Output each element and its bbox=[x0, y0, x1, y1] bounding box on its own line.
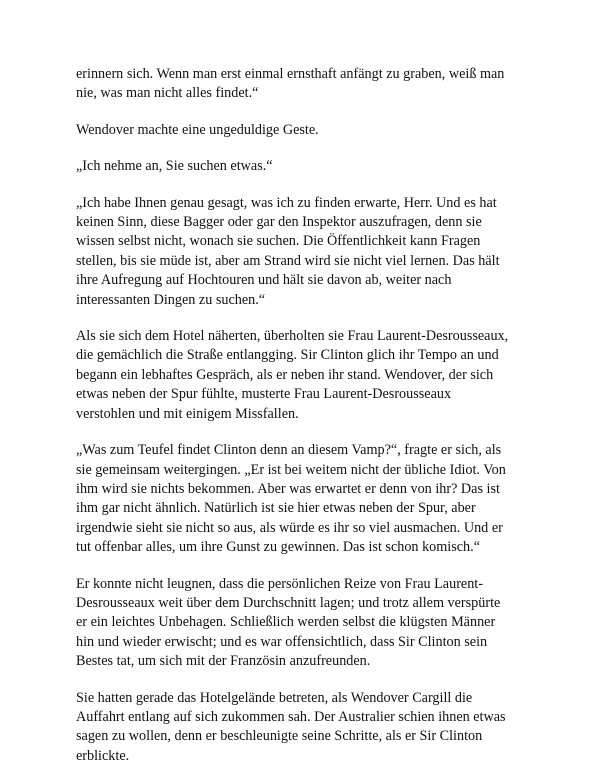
text-line: keinen Sinn, diese Bagger oder gar den Inspektor auszufragen, denn sie bbox=[76, 214, 482, 231]
text-line: „Was zum Teufel findet Clinton denn an diesem Vamp?“, fragte er sich, als bbox=[76, 442, 502, 459]
text-line: erblickte. bbox=[76, 747, 130, 764]
text-line: sagen zu wollen, denn er beschleunigte seine Schritte, als er Sir Clinton bbox=[76, 728, 483, 745]
text-line: sie gemeinsam weitergingen. „Er ist bei weitem nicht der übliche Idiot. Von bbox=[76, 461, 506, 478]
text-line: Wendover machte eine ungeduldige Geste. bbox=[76, 121, 319, 138]
text-line: interessanten Dingen zu suchen.“ bbox=[76, 291, 266, 308]
paragraph-8 bbox=[76, 689, 531, 767]
text-line: Desrousseaux weit über dem Durchschnitt lagen; und trotz allem verspürte bbox=[76, 594, 501, 611]
paragraph-3 bbox=[76, 157, 531, 176]
paragraph-7 bbox=[76, 575, 531, 672]
paragraph-2 bbox=[76, 121, 531, 140]
paragraph-6 bbox=[76, 441, 531, 557]
text-line: Er konnte nicht leugnen, dass die persönlichen Reize von Frau Laurent- bbox=[76, 575, 483, 592]
text-line: Auffahrt entlang auf sich zukommen sah. Der Australier schien ihnen etwas bbox=[76, 708, 506, 725]
text-line: ihm gar nicht ähnlich. Natürlich ist sie hier etwas neben der Spur, aber bbox=[76, 500, 476, 517]
text-line: die gemächlich die Straße entlangging. Sir Clinton glich ihr Tempo an und bbox=[76, 347, 499, 364]
text-line: „Ich nehme an, Sie suchen etwas.“ bbox=[76, 158, 273, 175]
text-line: tut offenbar alles, um ihre Gunst zu gewinnen. Das ist schon komisch.“ bbox=[76, 539, 480, 556]
text-line: nie, was man nicht alles findet.“ bbox=[76, 85, 259, 102]
text-line: wissen selbst nicht, wonach sie suchen. Die Öffentlichkeit kann Fragen bbox=[76, 233, 481, 250]
text-line: ihre Aufregung auf Hochtouren und hält sie davon ab, weiter nach bbox=[76, 272, 452, 289]
text-line: „Ich habe Ihnen genau gesagt, was ich zu finden erwarte, Herr. Und es hat bbox=[76, 194, 497, 211]
text-line: erinnern sich. Wenn man erst einmal ernsthaft anfängt zu graben, weiß man bbox=[76, 66, 505, 82]
text-line: verstohlen und mit einigem Missfallen. bbox=[76, 405, 299, 422]
text-line: stellen, bis sie müde ist, aber am Strand wird sie nicht viel lernen. Das hält bbox=[76, 252, 500, 269]
text-line: begann ein lebhaftes Gespräch, als er neben ihr stand. Wendover, der sich bbox=[76, 366, 494, 383]
text-line: hin und wieder erwischt; und es war offensichtlich, dass Sir Clinton sein bbox=[76, 633, 488, 650]
text-line: Sie hatten gerade das Hotelgelände betreten, als Wendover Cargill die bbox=[76, 689, 473, 706]
text-line: Als sie sich dem Hotel näherten, überholten sie Frau Laurent-Desrousseaux, bbox=[76, 328, 509, 345]
paragraph-1 bbox=[76, 65, 531, 104]
text-line: er ein leichtes Unbehagen. Schließlich werden selbst die klügsten Männer bbox=[76, 614, 496, 631]
text-line: ihm wird sie nichts bekommen. Aber was erwartet er denn von ihr? Das ist bbox=[76, 480, 500, 497]
text-line: irgendwie sieht sie nicht so aus, als würde es ihr so viel ausmachen. Und er bbox=[76, 519, 503, 536]
paragraph-4 bbox=[76, 194, 531, 310]
text-line: etwas neben der Spur fühlte, musterte Frau Laurent-Desrousseaux bbox=[76, 386, 452, 403]
paragraph-5 bbox=[76, 327, 531, 424]
text-line: Bestes tat, um sich mit der Französin anzufreunden. bbox=[76, 653, 371, 670]
body-text bbox=[76, 65, 531, 783]
